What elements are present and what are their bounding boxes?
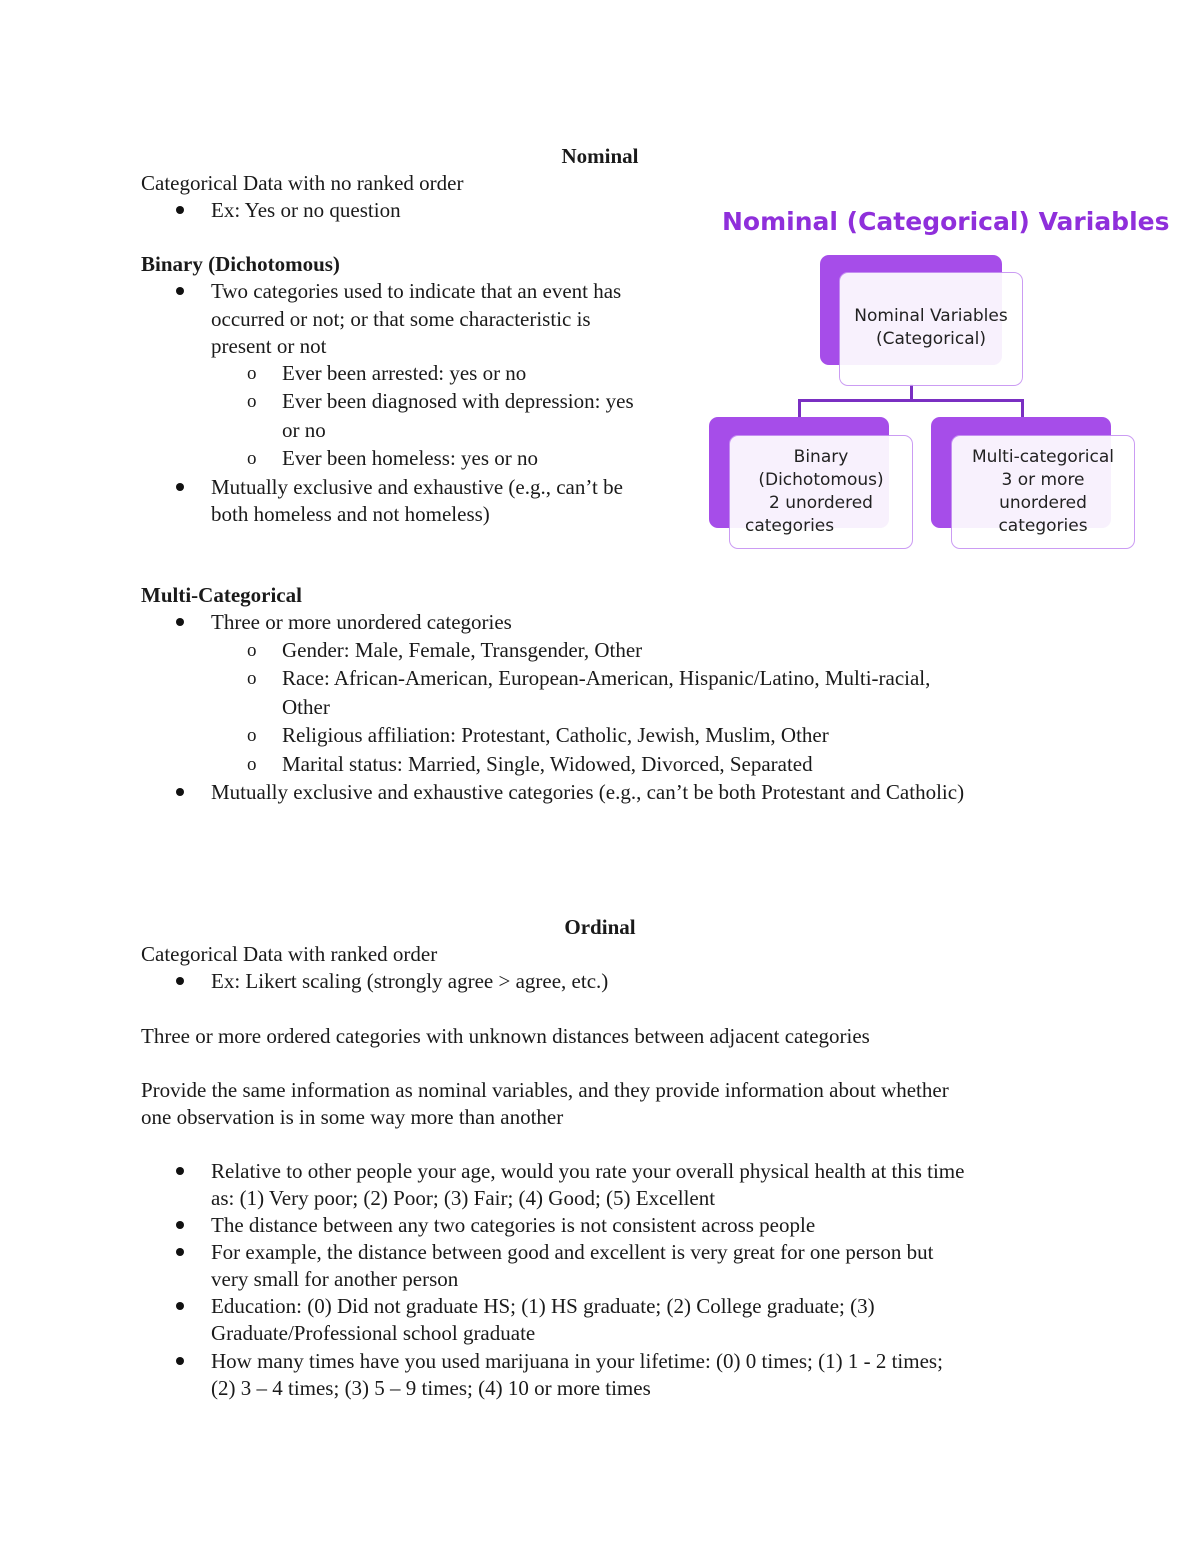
ordinal-bullet1-line1: Relative to other people your age, would you rate your overall physical health at this time (211, 1159, 965, 1183)
ordinal-para2-line1: Provide the same information as nominal variables, and they provide information about whether (141, 1078, 949, 1102)
binary-example-depression: Ever been diagnosed with depression: yes (282, 389, 634, 413)
binary-example-arrested: Ever been arrested: yes or no (282, 361, 527, 385)
multi-example-race: Race: African-American, European-American, Hispanic/Latino, Multi-racial, (282, 666, 931, 690)
multi-example-marital: Marital status: Married, Single, Widowed, Divorced, Separated (282, 752, 813, 776)
diagram-title: Nominal (Categorical) Variables (722, 207, 1170, 236)
binary-label-line3: 2 unordered (769, 493, 873, 513)
ordinal-bullet1-line2: as: (1) Very poor; (2) Poor; (3) Fair; (4) Good; (5) Excellent (211, 1186, 716, 1210)
multi-label-line1: Multi-categorical (972, 447, 1114, 467)
bullet-icon (176, 1167, 184, 1175)
multi-example-race-cont: Other (282, 695, 330, 719)
sub-bullet-marker: o (247, 448, 257, 469)
ordinal-example: Ex: Likert scaling (strongly agree > agree, etc.) (211, 969, 609, 993)
sub-bullet-marker: o (247, 668, 257, 689)
binary-box-label (729, 446, 913, 538)
sub-bullet-marker: o (247, 391, 257, 412)
ordinal-heading: Ordinal (564, 915, 636, 939)
connector-line (1021, 399, 1024, 419)
binary-heading: Binary (Dichotomous) (141, 252, 340, 276)
nominal-heading: Nominal (561, 144, 639, 168)
ordinal-bullet4-line2: Graduate/Professional school graduate (211, 1321, 536, 1345)
binary-label-line2: (Dichotomous) (758, 470, 884, 490)
binary-bullet2-line1: Mutually exclusive and exhaustive (e.g., can’t be (211, 475, 623, 499)
binary-example-depression-cont: or no (282, 418, 326, 442)
bullet-icon (176, 1221, 184, 1229)
bullet-icon (176, 287, 184, 295)
binary-label-line4: categories (745, 516, 835, 536)
bullet-icon (176, 1357, 184, 1365)
multi-example-religion: Religious affiliation: Protestant, Catholic, Jewish, Muslim, Other (282, 723, 829, 747)
connector-line (798, 399, 1024, 402)
binary-bullet1-line2: occurred or not; or that some characteristic is (211, 307, 591, 331)
ordinal-bullet3-line2: very small for another person (211, 1267, 459, 1291)
ordinal-para2-line2: one observation is in some way more than another (141, 1105, 564, 1129)
bullet-icon (176, 206, 184, 214)
root-label-line1: Nominal Variables (854, 306, 1008, 326)
root-box-label (839, 305, 1023, 351)
sub-bullet-marker: o (247, 725, 257, 746)
sub-bullet-marker: o (247, 754, 257, 775)
binary-bullet2-line2: both homeless and not homeless) (211, 502, 490, 526)
bullet-icon (176, 1302, 184, 1310)
nominal-example: Ex: Yes or no question (211, 198, 401, 222)
ordinal-para1: Three or more ordered categories with unknown distances between adjacent categories (141, 1024, 870, 1048)
ordinal-bullet3-line1: For example, the distance between good and excellent is very great for one person but (211, 1240, 934, 1264)
bullet-icon (176, 788, 184, 796)
binary-label-line1: Binary (793, 447, 849, 467)
ordinal-bullet5-line2: (2) 3 – 4 times; (3) 5 – 9 times; (4) 10 or more times (211, 1376, 651, 1400)
multi-bullet2: Mutually exclusive and exhaustive categories (e.g., can’t be both Protestant and Catholic) (211, 780, 965, 804)
multi-label-line3: unordered (999, 493, 1087, 513)
ordinal-intro: Categorical Data with ranked order (141, 942, 438, 966)
binary-example-homeless: Ever been homeless: yes or no (282, 446, 539, 470)
multi-heading: Multi-Categorical (141, 583, 302, 607)
connector-line (798, 399, 801, 419)
multi-example-gender: Gender: Male, Female, Transgender, Other (282, 638, 643, 662)
bullet-icon (176, 1248, 184, 1256)
multi-label-line4: categories (998, 516, 1088, 536)
binary-bullet1-line3: present or not (211, 334, 327, 358)
bullet-icon (176, 483, 184, 491)
sub-bullet-marker: o (247, 363, 257, 384)
multi-bullet1: Three or more unordered categories (211, 610, 512, 634)
multi-label-line2: 3 or more (1001, 470, 1085, 490)
ordinal-bullet4-line1: Education: (0) Did not graduate HS; (1) HS graduate; (2) College graduate; (3) (211, 1294, 875, 1318)
ordinal-bullet2: The distance between any two categories is not consistent across people (211, 1213, 816, 1237)
bullet-icon (176, 618, 184, 626)
bullet-icon (176, 977, 184, 985)
binary-bullet1-line1: Two categories used to indicate that an event has (211, 279, 622, 303)
ordinal-bullet5-line1: How many times have you used marijuana in your lifetime: (0) 0 times; (1) 1 - 2 times; (211, 1349, 943, 1373)
root-label-line2: (Categorical) (875, 329, 987, 349)
sub-bullet-marker: o (247, 640, 257, 661)
nominal-intro: Categorical Data with no ranked order (141, 171, 464, 195)
multi-box-label (948, 446, 1138, 538)
